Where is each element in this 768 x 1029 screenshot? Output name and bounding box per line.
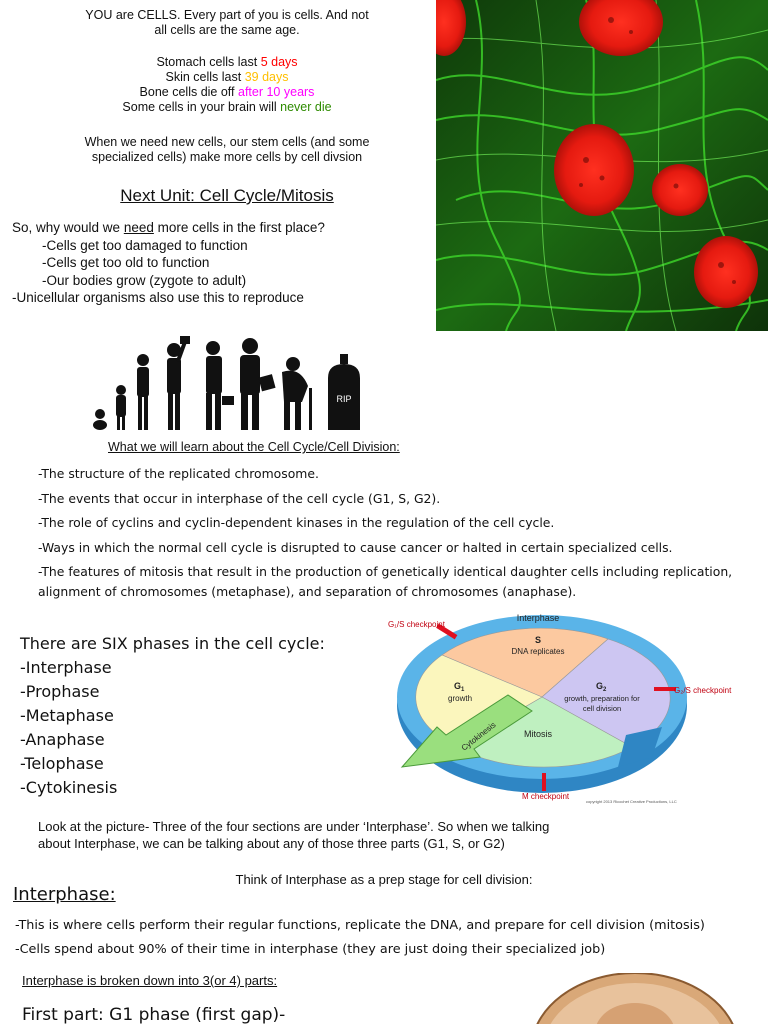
cell-cycle-svg: [382, 607, 758, 813]
label-g2s-checkpoint: G₂/S checkpoint: [674, 686, 732, 695]
learn-list: [38, 464, 758, 606]
learn-item: -The structure of the replicated chromosome.: [38, 466, 319, 481]
life-stages-illustration: [88, 336, 378, 432]
microscopy-svg: [436, 0, 768, 331]
learn-title: What we will learn about the Cell Cycle/Cell Division:: [108, 440, 400, 454]
lifespan-value: never die: [280, 100, 332, 114]
cell-microscopy-image: [436, 0, 768, 331]
label-g1-desc: growth: [448, 694, 473, 703]
label-mitosis: Mitosis: [523, 729, 553, 739]
lifespan-value: 5 days: [260, 55, 298, 69]
lifespan-stomach: Stomach cells last 5 days: [156, 55, 298, 69]
cell-image: [525, 973, 745, 1024]
nucleus: [554, 124, 634, 216]
learn-item: -The features of mitosis that result in the production of genetically identical daughter cells including replication, alignment of chromosomes (metaphase), and separation of chromosomes (anaphase).: [38, 564, 733, 599]
label-cytokinesis: Cytokinesis: [459, 720, 498, 753]
intro-line-1: YOU are CELLS. Every part of you is cells. And not: [85, 8, 369, 22]
m-checkpoint-mark: [542, 773, 546, 791]
cell-cycle-diagram: [382, 607, 758, 813]
broken-down-text: Interphase is broken down into 3(or 4) parts:: [22, 973, 278, 988]
lifespan-value: 39 days: [244, 70, 289, 84]
learn-item: -Ways in which the normal cell cycle is disrupted to cause cancer or halted in certain specialized cells.: [38, 539, 673, 555]
label-g2-desc-1: growth, preparation for: [564, 694, 640, 703]
cell-lifespans: [40, 55, 414, 115]
unit-title: Next Unit: Cell Cycle/Mitosis: [120, 186, 334, 205]
intro-line-2: all cells are the same age.: [154, 23, 300, 37]
life-stages-svg: [88, 336, 378, 432]
phase-item: -Telophase: [20, 754, 104, 773]
nucleus: [694, 236, 758, 308]
six-phases-title: There are SIX phases in the cell cycle:: [20, 634, 325, 653]
phase-item: -Metaphase: [20, 706, 114, 725]
lifespan-brain: Some cells in your brain will never die: [122, 100, 332, 114]
learn-item: -The events that occur in interphase of the cell cycle (G1, S, G2).: [38, 490, 441, 506]
lifespan-bone: Bone cells die off after 10 years: [139, 85, 315, 99]
interphase-list: [15, 914, 760, 962]
why-reason: -Cells get too damaged to function: [42, 237, 248, 253]
why-reason: -Our bodies grow (zygote to adult): [42, 272, 247, 288]
why-question: So, why would we need more cells in the first place?: [12, 220, 325, 235]
why-list: [12, 219, 432, 307]
lifespan-value: after 10 years: [238, 85, 315, 99]
learn-item: -The role of cyclins and cyclin-dependent kinases in the regulation of the cell cycle.: [38, 515, 555, 530]
nucleus: [652, 164, 708, 216]
look-text: Look at the picture- Three of the four sections are under ‘Interphase’. So when we talking about Interphase, we can be talking about any of those three parts (G1, S, or G2): [38, 819, 550, 851]
interphase-heading: Interphase:: [13, 884, 116, 905]
stem-cells-text: When we need new cells, our stem cells (and some specialized cells) make more cells by cell divsion: [84, 135, 370, 164]
g2s-checkpoint-mark: [654, 687, 676, 691]
label-copyright: copyright 2013 Ricochet Creative Productions, LLC: [586, 799, 677, 804]
label-g1: $G_1$: [454, 681, 465, 693]
lifespan-skin: Skin cells last 39 days: [165, 70, 289, 84]
phase-item: -Cytokinesis: [20, 778, 118, 797]
phase-item: -Prophase: [20, 682, 100, 701]
cell-image-svg: [525, 973, 745, 1024]
six-phases: [20, 632, 325, 800]
label-interphase: Interphase: [516, 613, 560, 623]
phase-item: -Anaphase: [20, 730, 105, 749]
interphase-item: -Cells spend about 90% of their time in interphase (they are just doing their specialized job): [15, 942, 606, 957]
first-part-heading: First part: G1 phase (first gap)-: [22, 1005, 286, 1025]
interphase-item: -This is where cells perform their regular functions, replicate the DNA, and prepare for cell division (mitosis): [15, 918, 705, 933]
label-g1s-checkpoint: G₁/S checkpoint: [388, 620, 445, 629]
tombstone-text: RIP: [336, 394, 352, 404]
why-last: -Unicellular organisms also use this to reproduce: [12, 290, 304, 305]
label-s-desc: DNA replicates: [511, 647, 565, 656]
think-text: Think of Interphase as a prep stage for cell division:: [235, 872, 533, 887]
why-reason: -Cells get too old to function: [42, 255, 210, 270]
phase-item: -Interphase: [20, 658, 112, 677]
label-g2-desc-2: cell division: [582, 704, 622, 713]
label-m-checkpoint: M checkpoint: [522, 792, 570, 801]
intro-text: [40, 8, 414, 38]
label-s: S: [534, 635, 542, 645]
label-g2: $G_2$: [596, 681, 607, 693]
